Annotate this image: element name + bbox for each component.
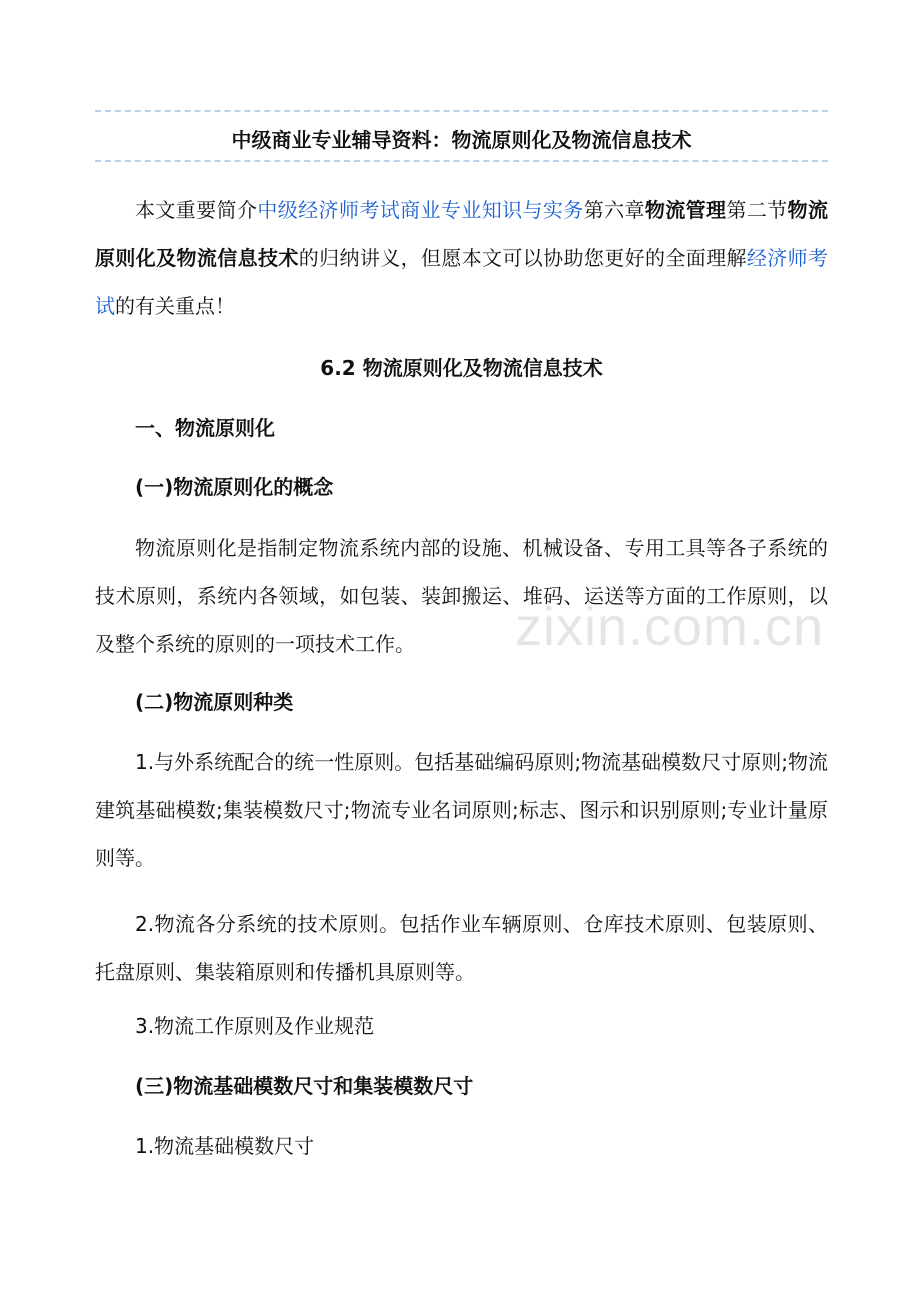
title-top-divider <box>95 110 828 112</box>
section-heading: 6.2 物流原则化及物流信息技术 <box>320 356 603 380</box>
document-title: 中级商业专业辅导资料：物流原则化及物流信息技术 <box>231 128 692 152</box>
paragraph-type-2: 2.物流各分系统的技术原则。包括作业车辆原则、仓库技术原则、包装原则、托盘原则、集装箱原则和传播机具原则等。 <box>95 912 828 984</box>
intro-paragraph <box>95 186 828 330</box>
paragraph-concept: 物流原则化是指制定物流系统内部的设施、机械设备、专用工具等各子系统的技术原则，系统内各领域，如包装、装卸搬运、堆码、运送等方面的工作原则，以及整个系统的原则的一项技术工作。 <box>95 536 828 656</box>
intro-bold-2: 物流原则化及物流信息技术 <box>95 198 829 270</box>
heading-level-1: 一、物流原则化 <box>135 416 275 440</box>
heading-types: (二)物流原则种类 <box>135 690 294 714</box>
intro-text-5: 的有关重点！ <box>115 294 235 318</box>
intro-text-1: 本文重要简介 <box>135 198 258 222</box>
title-bottom-divider <box>95 160 828 162</box>
heading-concept: (一)物流原则化的概念 <box>135 475 334 499</box>
intro-text-2: 第六章 <box>583 198 645 222</box>
intro-text-4: 的归纳讲义，但愿本文可以协助您更好的全面理解 <box>298 246 747 270</box>
paragraph-type-3: 3.物流工作原则及作业规范 <box>135 1014 375 1038</box>
heading-module-size: (三)物流基础模数尺寸和集装模数尺寸 <box>135 1074 474 1098</box>
intro-bold-1: 物流管理 <box>644 198 727 222</box>
watermark-text: zixin.com.cn <box>515 597 825 657</box>
paragraph-module-size: 1.物流基础模数尺寸 <box>135 1134 315 1158</box>
paragraph-type-1: 1.与外系统配合的统一性原则。包括基础编码原则;物流基础模数尺寸原则;物流建筑基础模数;集装模数尺寸;物流专业名词原则;标志、图示和识别原则;专业计量原则等。 <box>95 750 828 870</box>
exam-subject-link[interactable]: 中级经济师考试商业专业知识与实务 <box>257 198 584 222</box>
intro-text-3: 第二节 <box>726 198 788 222</box>
document-page <box>95 0 828 1302</box>
economist-exam-link[interactable]: 经济师考试 <box>95 246 829 318</box>
